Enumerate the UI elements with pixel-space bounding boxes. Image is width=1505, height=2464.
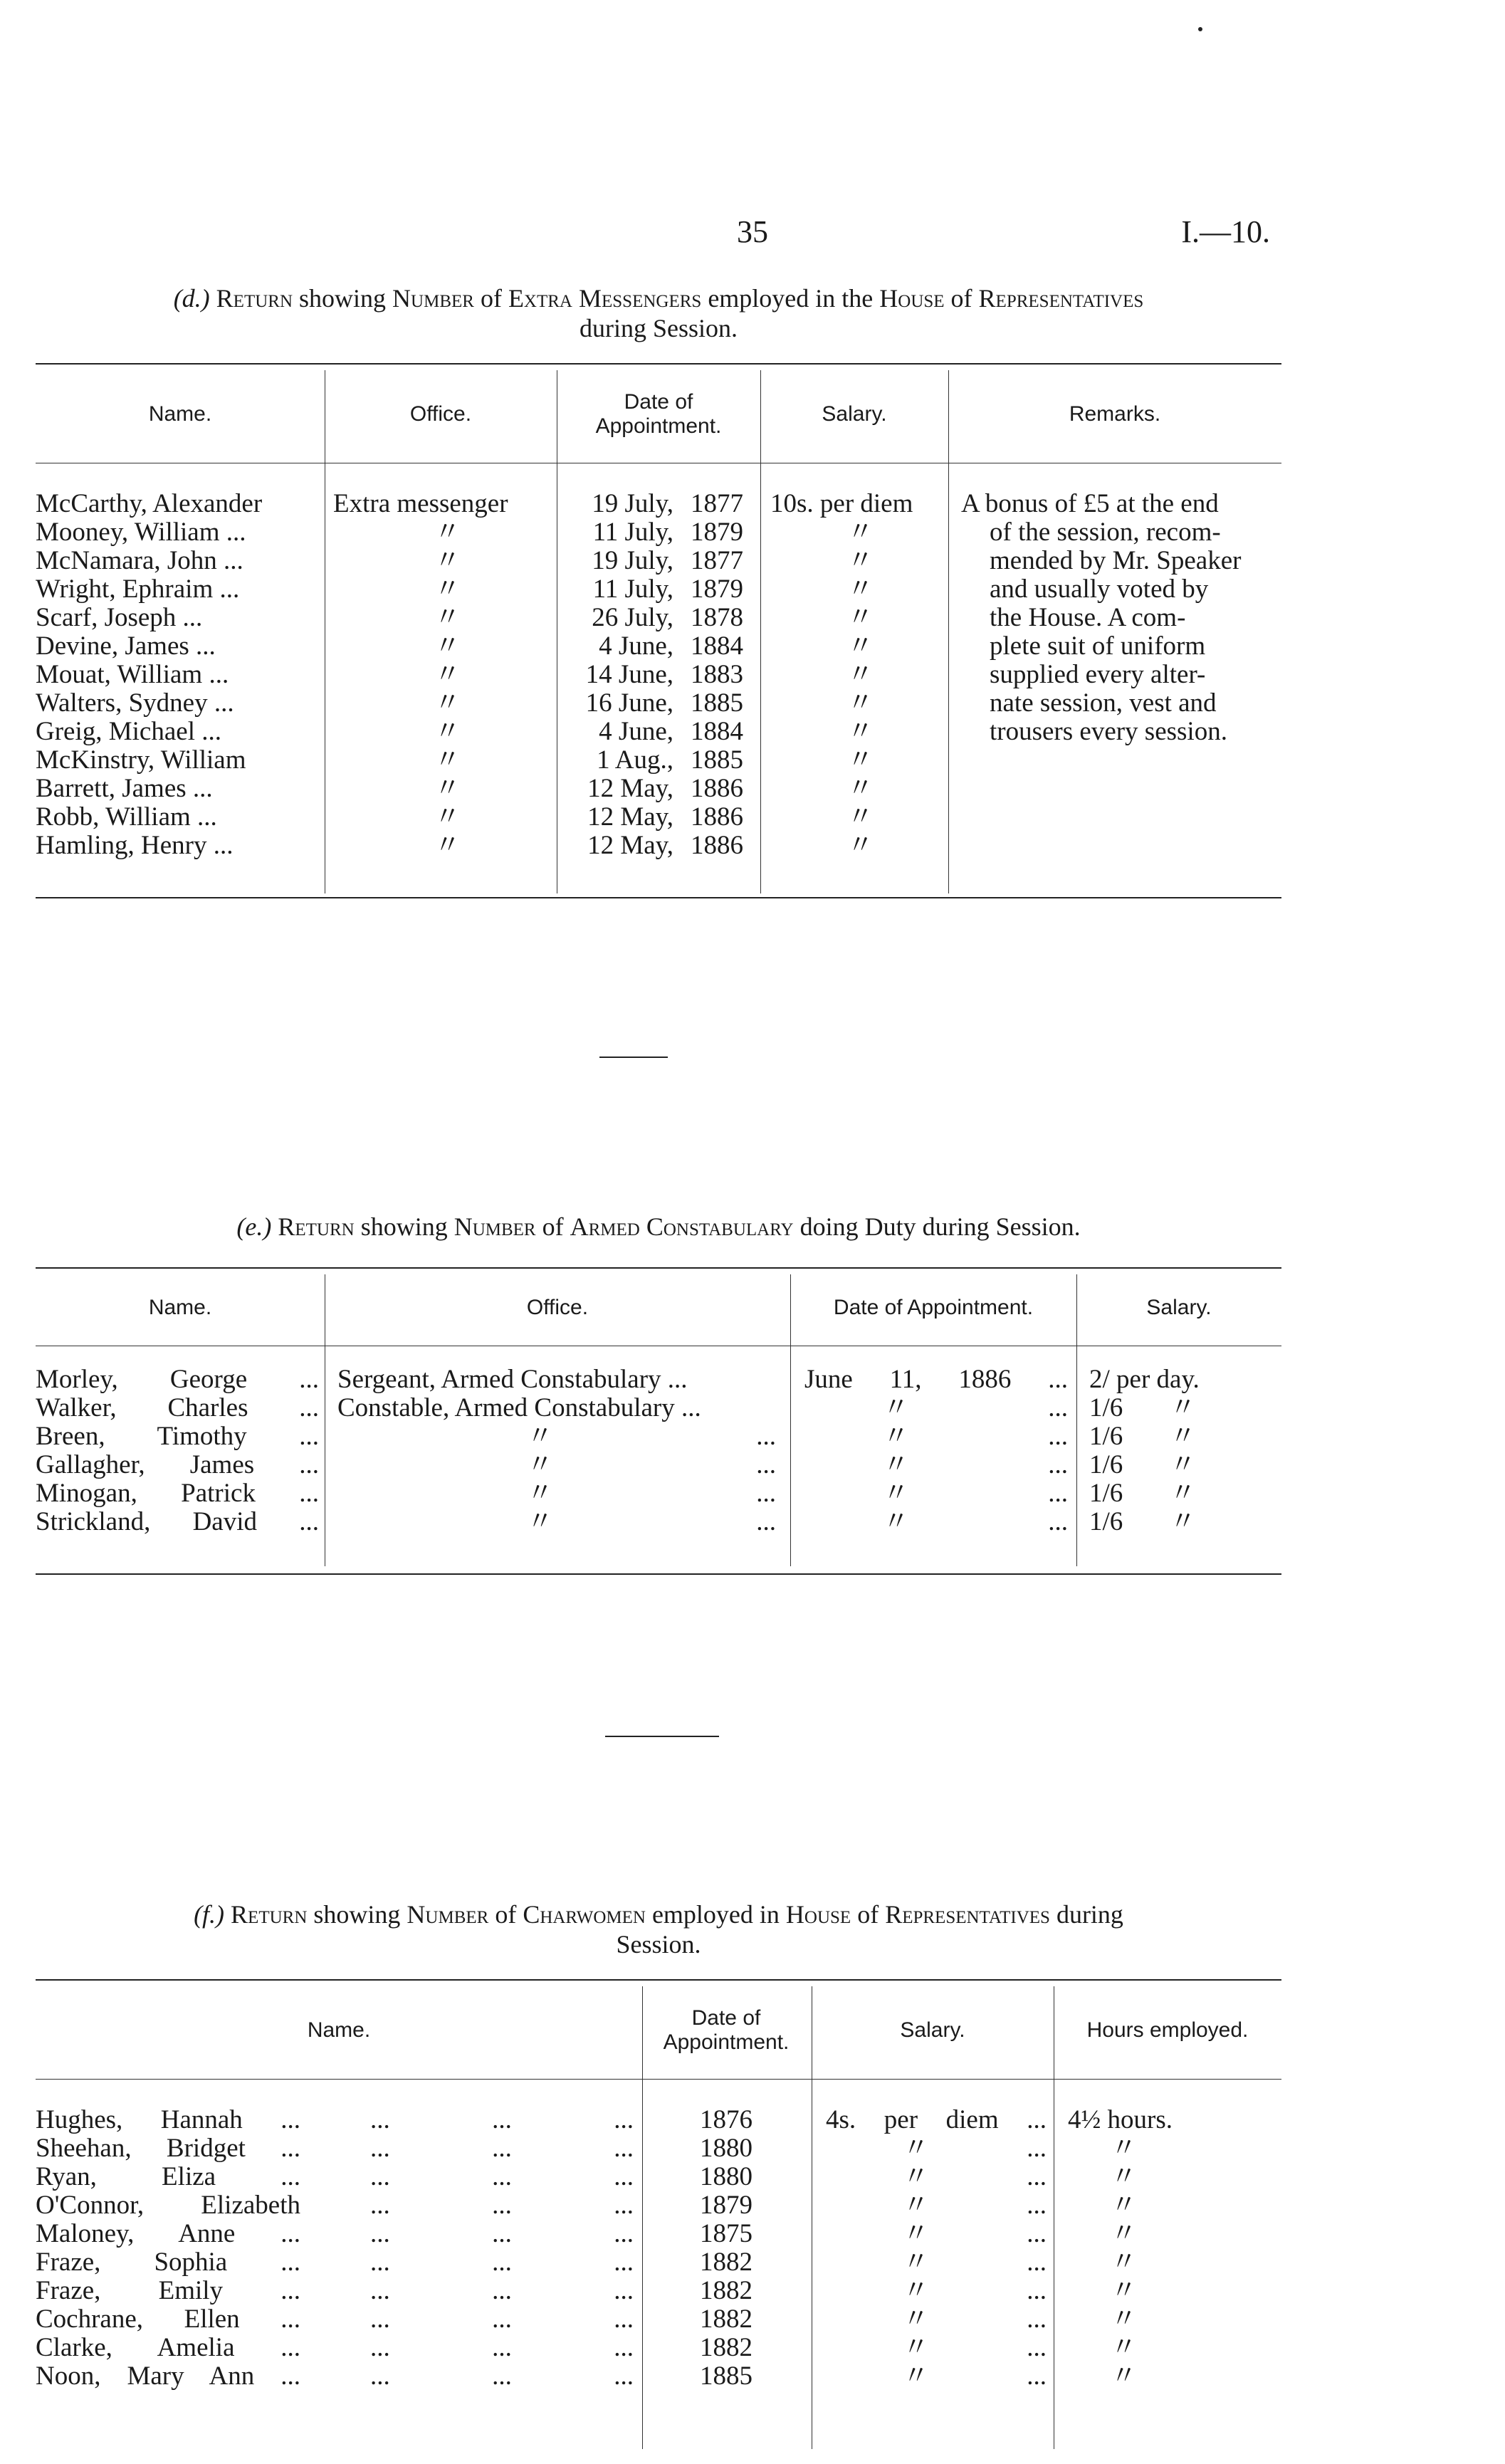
row-date-year: 1880 bbox=[700, 2134, 752, 2163]
row-leader-dots: ... ... ... bbox=[370, 2333, 634, 2362]
row-date: June 11, 1886 ... bbox=[804, 1365, 1068, 1394]
row-date-year: 1885 bbox=[700, 2361, 752, 2391]
row-date-day: 16 June, bbox=[585, 688, 673, 718]
row-name: Walker, Charles ... bbox=[36, 1393, 319, 1422]
section-e-label: (e.) bbox=[236, 1212, 272, 1241]
remarks-line: the House. A com- bbox=[990, 603, 1186, 632]
document-reference: I.—10. bbox=[1181, 214, 1270, 249]
column-header-salary: Salary. bbox=[900, 2018, 965, 2042]
table-bottom-rule bbox=[36, 897, 1281, 898]
row-name: Wright, Ephraim ... bbox=[36, 575, 240, 604]
row-salary: 〃 bbox=[847, 831, 874, 860]
header-bottom-rule bbox=[36, 2079, 1281, 2080]
title-word: employed in bbox=[645, 1900, 786, 1929]
row-office: Sergeant, Armed Constabulary ... bbox=[337, 1365, 688, 1394]
row-name: Strickland, David ... bbox=[36, 1507, 319, 1536]
title-word: of bbox=[944, 284, 979, 313]
section-d-label: (d.) bbox=[173, 284, 210, 313]
row-salary: 〃 bbox=[847, 745, 874, 775]
row-name: Robb, William ... bbox=[36, 802, 217, 832]
row-date-year: 1879 bbox=[700, 2191, 752, 2220]
column-header-hours: Hours employed. bbox=[1086, 2018, 1249, 2042]
row-name: Mooney, William ... bbox=[36, 518, 246, 547]
row-date-day: 14 June, bbox=[585, 660, 673, 689]
row-date-day: 11 July, bbox=[592, 575, 673, 604]
row-salary: 〃 bbox=[847, 717, 874, 746]
row-office: Constable, Armed Constabulary ... bbox=[337, 1393, 701, 1422]
row-name: Barrett, James ... bbox=[36, 774, 213, 803]
remarks-line: supplied every alter- bbox=[990, 660, 1206, 689]
row-date: 〃 ... bbox=[883, 1450, 1068, 1479]
row-salary: 2/ per day. bbox=[1089, 1365, 1200, 1394]
row-date-day: 1 Aug., bbox=[597, 745, 673, 775]
section-d-title bbox=[36, 283, 1281, 343]
title-word: showing bbox=[354, 1212, 454, 1241]
row-name: Sheehan, Bridget ... bbox=[36, 2134, 300, 2163]
row-date-day: 4 June, bbox=[599, 717, 673, 746]
row-salary: 〃 ... bbox=[903, 2333, 1047, 2362]
row-name: Scarf, Joseph ... bbox=[36, 603, 203, 632]
section-f-title bbox=[36, 1899, 1281, 1959]
row-salary: 〃 bbox=[847, 774, 874, 803]
row-hours: 〃 bbox=[1111, 2305, 1137, 2334]
row-date-year: 1886 bbox=[691, 831, 743, 860]
title-word: Return bbox=[216, 284, 293, 313]
row-date: 〃 ... bbox=[883, 1393, 1068, 1422]
row-date-year: 1882 bbox=[700, 2305, 752, 2334]
column-divider bbox=[948, 370, 949, 893]
row-salary: 〃 bbox=[847, 603, 874, 632]
row-salary: 1/6 〃 bbox=[1089, 1479, 1196, 1508]
page-number: 35 bbox=[737, 214, 768, 249]
row-date-day: 12 May, bbox=[587, 831, 673, 860]
row-date-year: 1886 bbox=[691, 802, 743, 832]
row-salary: 〃 bbox=[847, 575, 874, 604]
row-date-year: 1879 bbox=[691, 575, 743, 604]
title-word: Armed Constabulary bbox=[570, 1212, 794, 1241]
row-date-year: 1876 bbox=[700, 2105, 752, 2134]
row-leader-dots: ... ... ... bbox=[370, 2162, 634, 2191]
column-header-date: Date of Appointment. bbox=[595, 390, 722, 438]
row-date-year: 1884 bbox=[691, 631, 743, 661]
title-word: showing bbox=[307, 1900, 407, 1929]
title-word: of bbox=[488, 1900, 523, 1929]
row-hours: 〃 bbox=[1111, 2361, 1137, 2391]
row-hours: 〃 bbox=[1111, 2276, 1137, 2305]
row-name: Morley, George ... bbox=[36, 1365, 319, 1394]
row-office: 〃 ... bbox=[527, 1479, 776, 1508]
row-hours: 4½ hours. bbox=[1068, 2105, 1173, 2134]
title-word: House bbox=[879, 284, 945, 313]
row-office: 〃 bbox=[434, 745, 461, 775]
charwomen-table bbox=[36, 1972, 1281, 2456]
title-word: Representatives bbox=[978, 284, 1144, 313]
row-date-year: 1882 bbox=[700, 2333, 752, 2362]
section-d-title-line2: during Session. bbox=[579, 314, 738, 342]
row-salary: 1/6 〃 bbox=[1089, 1450, 1196, 1479]
row-date-year: 1885 bbox=[691, 688, 743, 718]
row-leader-dots: ... ... ... bbox=[370, 2248, 634, 2277]
title-word: Number bbox=[392, 284, 474, 313]
title-word: House bbox=[785, 1900, 851, 1929]
row-hours: 〃 bbox=[1111, 2162, 1137, 2191]
column-header-name: Name. bbox=[148, 1296, 212, 1319]
row-name: Cochrane, Ellen ... bbox=[36, 2305, 300, 2334]
row-name: Breen, Timothy ... bbox=[36, 1422, 319, 1451]
row-name: Fraze, Emily ... bbox=[36, 2276, 300, 2305]
table-top-rule bbox=[36, 1979, 1281, 1981]
ink-speck bbox=[1198, 27, 1202, 31]
title-word: Number bbox=[407, 1900, 489, 1929]
armed-constabulary-table bbox=[36, 1260, 1281, 1588]
section-e-title bbox=[36, 1212, 1281, 1242]
row-salary: 〃 ... bbox=[903, 2162, 1047, 2191]
row-name: Walters, Sydney ... bbox=[36, 688, 234, 718]
remarks-line: plete suit of uniform bbox=[990, 631, 1206, 661]
title-word: showing bbox=[293, 284, 393, 313]
row-date: 〃 ... bbox=[883, 1479, 1068, 1508]
row-date-year: 1877 bbox=[691, 489, 743, 518]
row-leader-dots: ... ... ... bbox=[370, 2219, 634, 2248]
row-salary: 〃 ... bbox=[903, 2134, 1047, 2163]
row-salary: 〃 ... bbox=[903, 2191, 1047, 2220]
row-salary: 〃 bbox=[847, 802, 874, 832]
section-separator bbox=[605, 1736, 719, 1737]
title-word: Return bbox=[231, 1900, 308, 1929]
row-date-year: 1880 bbox=[700, 2162, 752, 2191]
title-word: Representatives bbox=[885, 1900, 1050, 1929]
row-name: Fraze, Sophia ... bbox=[36, 2248, 300, 2277]
column-header-date: Date of Appointment. bbox=[663, 2006, 790, 2054]
row-salary: 〃 ... bbox=[903, 2276, 1047, 2305]
row-date-year: 1879 bbox=[691, 518, 743, 547]
table-top-rule bbox=[36, 1267, 1281, 1269]
row-office: 〃 bbox=[434, 831, 461, 860]
row-office: 〃 bbox=[434, 575, 461, 604]
row-date: 〃 ... bbox=[883, 1422, 1068, 1451]
remarks-line: A bonus of £5 at the end bbox=[961, 489, 1219, 518]
row-date-year: 1878 bbox=[691, 603, 743, 632]
row-name: Clarke, Amelia ... bbox=[36, 2333, 300, 2362]
table-top-rule bbox=[36, 363, 1281, 365]
row-salary: 〃 bbox=[847, 546, 874, 575]
row-date-day: 19 July, bbox=[592, 546, 673, 575]
row-office: 〃 bbox=[434, 603, 461, 632]
remarks-note bbox=[961, 490, 1274, 746]
row-leader-dots: ... ... ... bbox=[370, 2191, 634, 2220]
title-word: of bbox=[473, 284, 508, 313]
row-leader-dots: ... ... ... bbox=[370, 2105, 634, 2134]
column-header-office: Office. bbox=[409, 402, 472, 426]
row-office: 〃 ... bbox=[527, 1422, 776, 1451]
row-office: 〃 ... bbox=[527, 1507, 776, 1536]
remarks-line: and usually voted by bbox=[990, 575, 1209, 604]
row-salary: 〃 bbox=[847, 631, 874, 661]
row-name: McKinstry, William bbox=[36, 745, 246, 775]
row-office: 〃 bbox=[434, 546, 461, 575]
row-date-year: 1882 bbox=[700, 2276, 752, 2305]
row-date-year: 1884 bbox=[691, 717, 743, 746]
row-hours: 〃 bbox=[1111, 2333, 1137, 2362]
column-header-name: Name. bbox=[307, 2018, 371, 2042]
column-header-office: Office. bbox=[526, 1296, 589, 1319]
title-word: of bbox=[851, 1900, 886, 1929]
row-name: Mouat, William ... bbox=[36, 660, 229, 689]
row-salary: 〃 ... bbox=[903, 2305, 1047, 2334]
row-salary: 1/6 〃 bbox=[1089, 1507, 1196, 1536]
row-salary: 1/6 〃 bbox=[1089, 1393, 1196, 1422]
row-salary: 〃 ... bbox=[903, 2219, 1047, 2248]
column-header-date: Date of Appointment. bbox=[833, 1296, 1034, 1319]
row-date-year: 1886 bbox=[691, 774, 743, 803]
remarks-line: trousers every session. bbox=[990, 717, 1227, 746]
row-office: 〃 bbox=[434, 717, 461, 746]
section-f-title-line2: Session. bbox=[616, 1930, 701, 1959]
row-office: 〃 bbox=[434, 631, 461, 661]
title-word: Extra Messengers bbox=[508, 284, 702, 313]
row-salary: 〃 ... bbox=[903, 2248, 1047, 2277]
row-date-day: 12 May, bbox=[587, 774, 673, 803]
row-office: 〃 bbox=[434, 802, 461, 832]
row-date-day: 19 July, bbox=[592, 489, 673, 518]
row-salary: 〃 bbox=[847, 660, 874, 689]
row-name: Gallagher, James ... bbox=[36, 1450, 319, 1479]
row-name: Devine, James ... bbox=[36, 631, 216, 661]
row-hours: 〃 bbox=[1111, 2134, 1137, 2163]
title-word: during bbox=[1049, 1900, 1123, 1929]
row-name: O'Connor, Elizabeth bbox=[36, 2191, 300, 2220]
title-word: Number bbox=[453, 1212, 536, 1241]
row-name: McNamara, John ... bbox=[36, 546, 243, 575]
row-salary: 〃 bbox=[847, 688, 874, 718]
row-hours: 〃 bbox=[1111, 2191, 1137, 2220]
row-salary: 4s. per diem ... bbox=[826, 2105, 1047, 2134]
remarks-line: nate session, vest and bbox=[990, 688, 1217, 718]
row-leader-dots: ... ... ... bbox=[370, 2361, 634, 2391]
row-office: 〃 ... bbox=[527, 1450, 776, 1479]
row-hours: 〃 bbox=[1111, 2248, 1137, 2277]
remarks-line: mended by Mr. Speaker bbox=[990, 546, 1242, 575]
section-f-label: (f.) bbox=[194, 1900, 225, 1929]
row-date: 〃 ... bbox=[883, 1507, 1068, 1536]
row-date-year: 1882 bbox=[700, 2248, 752, 2277]
column-header-name: Name. bbox=[148, 402, 212, 426]
row-name: Ryan, Eliza ... bbox=[36, 2162, 300, 2191]
row-office: 〃 bbox=[434, 688, 461, 718]
row-office: Extra messenger bbox=[333, 489, 508, 518]
row-office: 〃 bbox=[434, 518, 461, 547]
row-leader-dots: ... ... ... bbox=[370, 2276, 634, 2305]
title-word: Return bbox=[278, 1212, 355, 1241]
row-name: Hughes, Hannah ... bbox=[36, 2105, 300, 2134]
row-name: Minogan, Patrick ... bbox=[36, 1479, 319, 1508]
column-divider bbox=[642, 1986, 643, 2449]
title-word: Charwomen bbox=[523, 1900, 646, 1929]
column-divider bbox=[760, 370, 761, 893]
row-leader-dots: ... ... ... bbox=[370, 2134, 634, 2163]
row-name: Maloney, Anne ... bbox=[36, 2219, 300, 2248]
row-office: 〃 bbox=[434, 660, 461, 689]
section-separator bbox=[599, 1057, 668, 1058]
row-salary: 〃 bbox=[847, 518, 874, 547]
extra-messengers-table bbox=[36, 356, 1281, 911]
row-date-day: 26 July, bbox=[592, 603, 673, 632]
row-office: 〃 bbox=[434, 774, 461, 803]
title-word: of bbox=[535, 1212, 570, 1241]
title-word: doing Duty during Session. bbox=[793, 1212, 1081, 1241]
column-header-salary: Salary. bbox=[822, 402, 887, 426]
column-header-salary: Salary. bbox=[1146, 1296, 1212, 1319]
row-name: Hamling, Henry ... bbox=[36, 831, 234, 860]
row-leader-dots: ... ... ... bbox=[370, 2305, 634, 2334]
row-date-day: 12 May, bbox=[587, 802, 673, 832]
column-header-remarks: Remarks. bbox=[1069, 402, 1161, 426]
row-salary: 1/6 〃 bbox=[1089, 1422, 1196, 1451]
table-bottom-rule bbox=[36, 1573, 1281, 1575]
row-name: Greig, Michael ... bbox=[36, 717, 221, 746]
row-name: McCarthy, Alexander bbox=[36, 489, 263, 518]
row-salary: 10s. per diem bbox=[770, 489, 913, 518]
remarks-line: of the session, recom- bbox=[990, 518, 1221, 547]
row-date-year: 1877 bbox=[691, 546, 743, 575]
row-salary: 〃 ... bbox=[903, 2361, 1047, 2391]
row-date-day: 4 June, bbox=[599, 631, 673, 661]
row-name: Noon, Mary Ann ... bbox=[36, 2361, 300, 2391]
row-date-year: 1875 bbox=[700, 2219, 752, 2248]
row-date-day: 11 July, bbox=[592, 518, 673, 547]
row-date-year: 1883 bbox=[691, 660, 743, 689]
row-hours: 〃 bbox=[1111, 2219, 1137, 2248]
row-date-year: 1885 bbox=[691, 745, 743, 775]
title-word: employed in the bbox=[701, 284, 880, 313]
